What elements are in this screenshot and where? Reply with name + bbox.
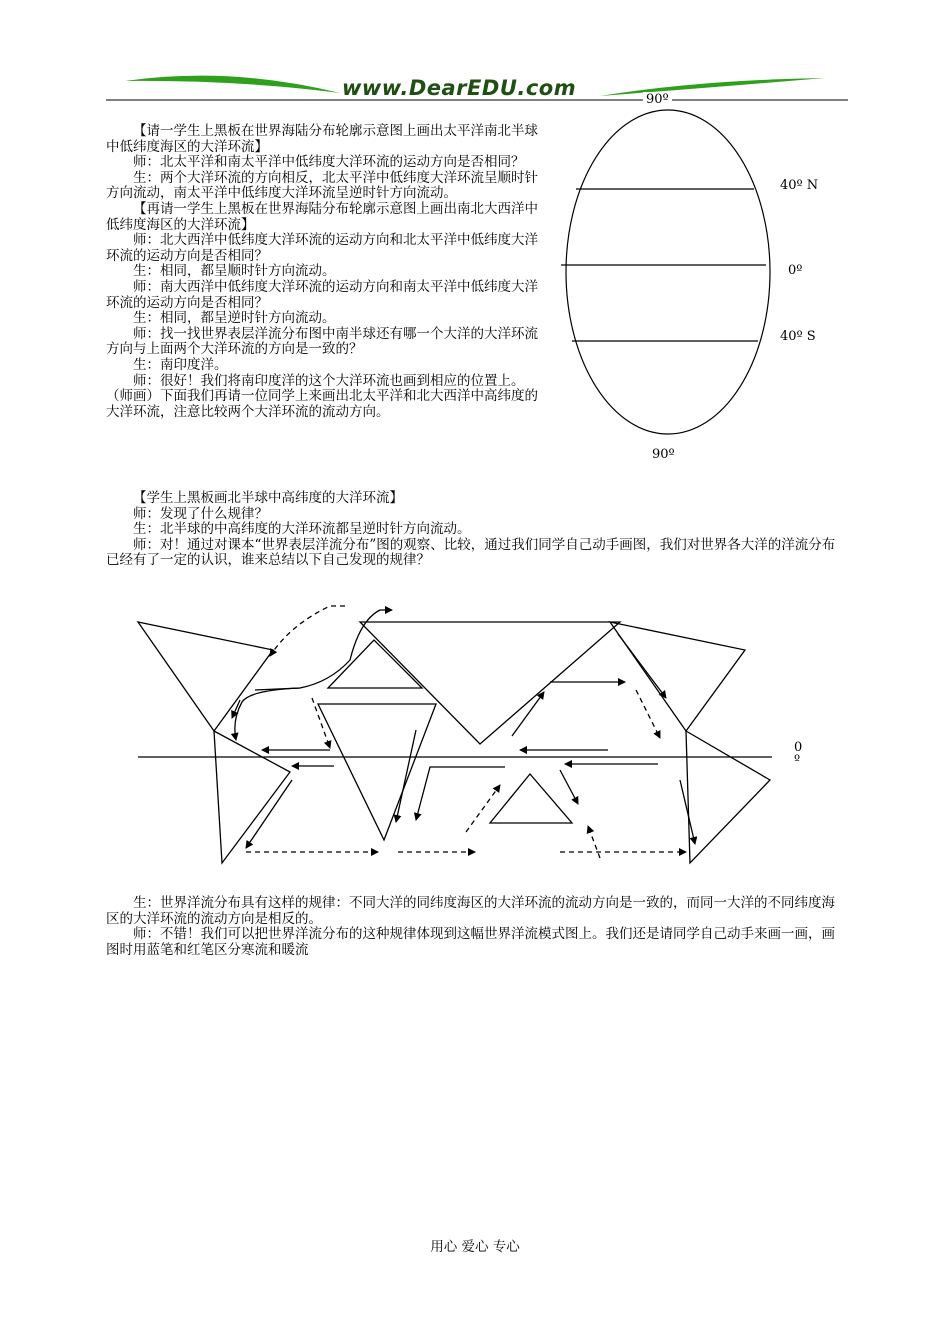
paragraph: 师：发现了什么规律？ — [133, 505, 268, 522]
island-greenland — [328, 640, 422, 688]
paragraph: 师：北大西洋中低纬度大洋环流的运动方向和北太平洋中低纬度大洋环流的运动方向是否相同？ — [106, 232, 538, 264]
continent-americas-north-right — [610, 622, 745, 731]
paragraph: 师：不错！我们可以把世界洋流分布的这种规律体现到这幅世界洋流模式图上。我们还是请同学自己动手来画一画，画图时用蓝笔和红笔区分寒流和暖流 — [106, 926, 835, 958]
paragraph: 师：很好！我们将南印度洋的这个大洋环流也画到相应的位置上。（师画）下面我们再请一位同学上来画出北太平洋和北大西洋中高纬度的大洋环流，注意比较两个大洋环流的流动方向。 — [106, 372, 538, 420]
current-labrador — [270, 606, 345, 656]
continent-africa — [318, 704, 436, 840]
continent-eurasia — [360, 622, 620, 744]
paragraph: 生：世界洋流分布具有这样的规律：不同大洋的同纬度海区的大洋环流的流动方向是一致的，而同一大洋的不同纬度海区的大洋环流的流动方向是相反的。 — [106, 895, 835, 927]
current-east-australian — [560, 770, 578, 804]
paragraph: 生：南印度洋。 — [133, 356, 228, 373]
body-text-full — [106, 491, 848, 569]
paragraph: 师：对！通过对课本“世界表层洋流分布”图的观察、比较，通过我们同学自己动手画图，我们对世界各大洋的洋流分布已经有了一定的认识，谁来总结以下自己发现的规律？ — [106, 536, 836, 569]
globe-lat-40n-label: 40º N — [780, 178, 819, 193]
paragraph: 【再请一学生上黑板在世界海陆分布轮廓示意图上画出南北大西洋中低纬度海区的大洋环流】 — [106, 200, 538, 233]
current-alaska — [618, 634, 666, 698]
page-footer: 用心 爱心 专心 — [430, 1239, 520, 1255]
ocean-current-diagram — [0, 590, 950, 880]
continent-americas-north — [138, 622, 273, 731]
body-text-left — [106, 124, 538, 420]
site-logo: www.DearEDU.com — [342, 76, 577, 100]
swoosh-left — [125, 76, 340, 93]
globe-diagram — [545, 85, 845, 475]
globe-lat-40s-label: 40º S — [780, 329, 816, 344]
paragraph: 【学生上黑板画北半球中高纬度的大洋环流】 — [133, 490, 403, 506]
current-oyashio — [588, 826, 600, 858]
body-text-bottom — [106, 896, 848, 958]
continent-americas-south — [214, 731, 290, 863]
paragraph: 师：南大西洋中低纬度大洋环流的运动方向和南太平洋中低纬度大洋环流的运动方向是否相同？ — [106, 278, 538, 311]
current-gulf-stream — [235, 688, 300, 740]
current-kuroshio — [512, 692, 544, 736]
paragraph: 师：北太平洋和南太平洋中低纬度大洋环流的运动方向是否相同？ — [133, 154, 525, 171]
continent-australia — [490, 774, 572, 823]
paragraph: 生：两个大洋环流的方向相反，北太平洋中低纬度大洋环流呈顺时针方向流动，南太平洋中低纬度大洋环流呈逆时针方向流动。 — [106, 169, 538, 202]
globe-outline — [566, 110, 770, 434]
paragraph: 【请一学生上黑板在世界海陆分布轮廓示意图上画出太平洋南北半球中低纬度海区的大洋环流】 — [106, 123, 538, 155]
map-equator-label: 0 — [794, 740, 803, 755]
continent-americas-south-right — [686, 731, 770, 863]
current-brazil — [246, 780, 292, 848]
paragraph: 生：北半球的中高纬度的大洋环流都呈逆时针方向流动。 — [133, 521, 471, 538]
current-agulhas-inner — [396, 730, 416, 822]
paragraph: 生：相同，都呈顺时针方向流动。 — [133, 263, 336, 280]
globe-bottom-label: 90º — [652, 447, 675, 462]
current-indian-s-equatorial — [416, 767, 505, 820]
paragraph: 生：相同，都呈逆时针方向流动。 — [133, 310, 336, 327]
current-benguela — [466, 785, 500, 832]
globe-svg — [545, 85, 845, 475]
globe-lat-0-label: 0º — [788, 263, 803, 278]
map-equator-degree: º — [794, 753, 801, 768]
paragraph: 师：找一找世界表层洋流分布图中南半球还有哪一个大洋的大洋环流方向与上面两个大洋环流的方向是一致的？ — [106, 325, 538, 358]
current-california — [636, 690, 660, 738]
globe-top-label: 90º — [643, 92, 672, 107]
ocean-current-svg — [0, 590, 950, 880]
